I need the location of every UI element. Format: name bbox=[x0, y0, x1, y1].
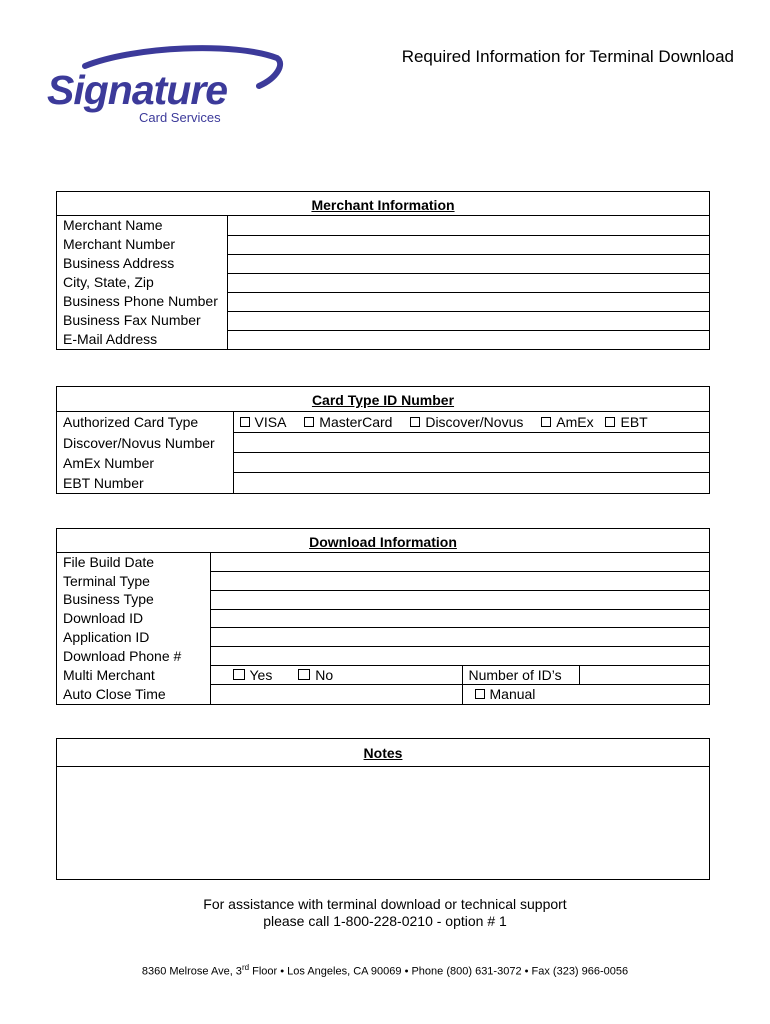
file-build-date-field[interactable] bbox=[210, 553, 709, 572]
download-id-field[interactable] bbox=[210, 609, 709, 628]
merchant-name-field[interactable] bbox=[227, 216, 709, 235]
authorized-card-type-label: Authorized Card Type bbox=[63, 414, 199, 431]
merchant-information-section bbox=[56, 191, 710, 350]
city-state-zip-field[interactable] bbox=[227, 273, 709, 292]
yes-option[interactable]: Yes bbox=[233, 667, 273, 683]
notes-section bbox=[56, 738, 710, 880]
assistance-text bbox=[0, 896, 770, 930]
merchant-name-label: Merchant Name bbox=[63, 217, 163, 233]
auto-close-time-label: Auto Close Time bbox=[63, 686, 166, 703]
assistance-line-1: For assistance with terminal download or technical support bbox=[203, 896, 567, 912]
terminal-type-field[interactable] bbox=[210, 572, 709, 591]
business-fax-field[interactable] bbox=[227, 311, 709, 330]
page-title: Required Information for Terminal Download bbox=[401, 47, 734, 66]
checkbox-icon[interactable] bbox=[541, 417, 551, 427]
application-id-label: Application ID bbox=[63, 628, 150, 645]
application-id-field[interactable] bbox=[210, 628, 709, 647]
multi-merchant-options bbox=[210, 665, 462, 685]
checkbox-icon[interactable] bbox=[304, 417, 314, 427]
signature-logo bbox=[45, 44, 285, 130]
download-phone-field[interactable] bbox=[210, 647, 709, 666]
download-phone-label: Download Phone # bbox=[63, 647, 182, 664]
business-phone-field[interactable] bbox=[227, 292, 709, 311]
amex-number-label: AmEx Number bbox=[63, 454, 155, 471]
discover-number-label: Discover/Novus Number bbox=[63, 434, 215, 451]
business-type-field[interactable] bbox=[210, 590, 709, 609]
footer-address: 8360 Melrose Ave, 3rd Floor • Los Angeles, CA 90069 • Phone (800) 631-3072 • Fax (323) 966-0056 bbox=[141, 963, 629, 978]
visa-option[interactable]: VISA bbox=[240, 412, 287, 432]
notes-field[interactable] bbox=[57, 767, 709, 879]
merchant-information-heading: Merchant Information bbox=[311, 197, 455, 213]
download-id-label: Download ID bbox=[63, 610, 144, 627]
no-option[interactable]: No bbox=[298, 667, 333, 683]
file-build-date-label: File Build Date bbox=[63, 554, 155, 570]
checkbox-icon[interactable] bbox=[240, 417, 250, 427]
business-address-label: Business Address bbox=[63, 255, 175, 271]
merchant-number-field[interactable] bbox=[227, 235, 709, 254]
ebt-number-field[interactable] bbox=[233, 473, 709, 493]
business-address-field[interactable] bbox=[227, 254, 709, 273]
auto-close-time-field[interactable] bbox=[210, 685, 462, 704]
checkbox-icon[interactable] bbox=[233, 669, 245, 680]
business-type-label: Business Type bbox=[63, 591, 154, 608]
city-state-zip-label: City, State, Zip bbox=[63, 274, 154, 290]
terminal-type-label: Terminal Type bbox=[63, 572, 150, 589]
svg-text:Signature: Signature bbox=[47, 67, 228, 113]
manual-option[interactable]: Manual bbox=[462, 685, 709, 704]
svg-text:Card Services: Card Services bbox=[139, 110, 221, 125]
checkbox-icon[interactable] bbox=[298, 669, 310, 680]
business-fax-label: Business Fax Number bbox=[63, 312, 201, 328]
assistance-line-2: please call 1-800-228-0210 - option # 1 bbox=[263, 913, 507, 929]
business-phone-label: Business Phone Number bbox=[63, 293, 218, 309]
multi-merchant-label: Multi Merchant bbox=[63, 666, 155, 683]
card-type-section bbox=[56, 386, 710, 494]
checkbox-icon[interactable] bbox=[605, 417, 615, 427]
number-of-ids-field[interactable] bbox=[579, 665, 709, 685]
card-type-heading: Card Type ID Number bbox=[311, 392, 455, 408]
email-address-label: E-Mail Address bbox=[63, 331, 158, 347]
number-of-ids-label: Number of ID’s bbox=[462, 665, 579, 685]
merchant-number-label: Merchant Number bbox=[63, 236, 176, 252]
ebt-number-label: EBT Number bbox=[63, 474, 144, 491]
ebt-option[interactable]: EBT bbox=[605, 412, 647, 432]
discover-number-field[interactable] bbox=[233, 433, 709, 453]
notes-heading: Notes bbox=[363, 745, 403, 761]
mastercard-option[interactable]: MasterCard bbox=[304, 412, 392, 432]
card-type-options bbox=[233, 412, 709, 433]
email-address-field[interactable] bbox=[227, 330, 709, 349]
amex-number-field[interactable] bbox=[233, 453, 709, 473]
checkbox-icon[interactable] bbox=[475, 689, 485, 699]
discover-option[interactable]: Discover/Novus bbox=[410, 412, 523, 432]
amex-option[interactable]: AmEx bbox=[541, 412, 593, 432]
download-information-heading: Download Information bbox=[309, 534, 457, 550]
download-information-section bbox=[56, 528, 710, 705]
checkbox-icon[interactable] bbox=[410, 417, 420, 427]
